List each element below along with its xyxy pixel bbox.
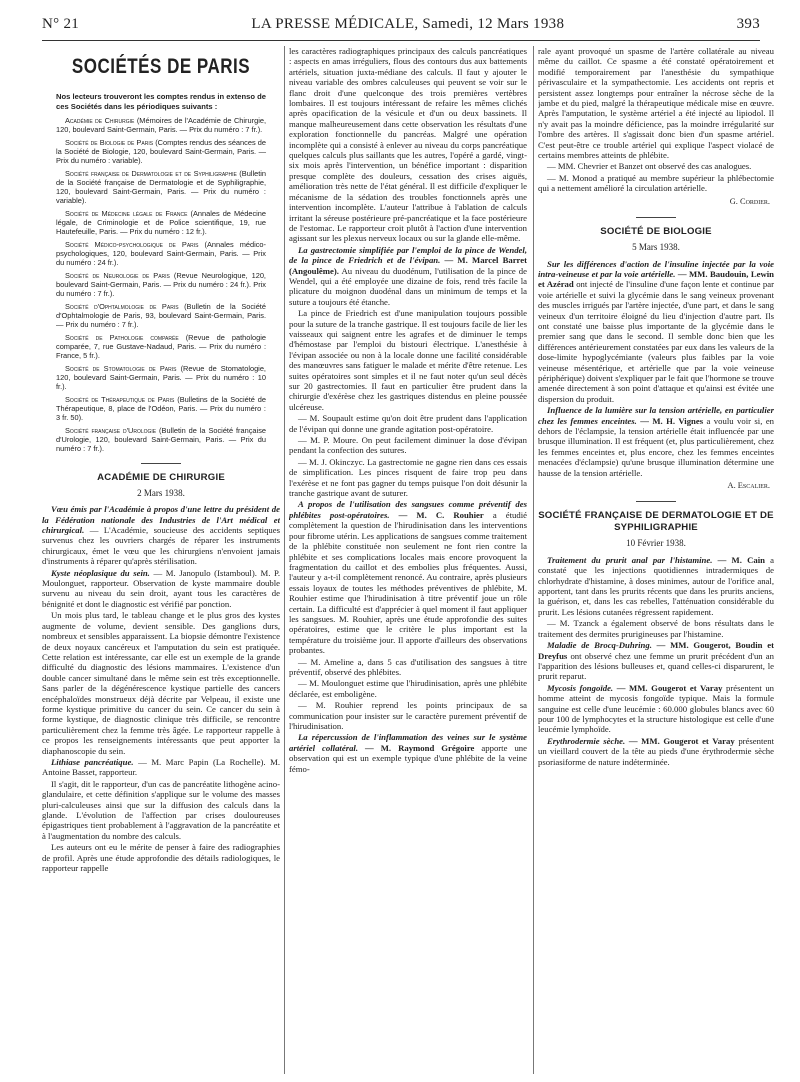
article-text: a étudié complètement la question de l'hirudinisation dans les interventions pour fibrome utérin. Les applications de sangsues comme traitement de la phlébite constituée non seulement ne font rien contre la phlébite et ses complications locales mais encore provoquent la fragmentation du caillot et des embolies plus fréquentes. Aussi, l'auteur y a-t-il complètement renoncé. Au contraire, après plusieurs essais loyaux de toutes les méthodes préventives de phlébite, M. Rouhier estime que l'hirudinisation à titre préventif joue un rôle certain. La difficulté est d'apprécier à quel moment il faut appliquer les sangsues. M. Rouhier, après une étude approfondie des suites opératoires, estime que le critère le plus important est la température du troisième jour. Il apporte d'ailleurs des observations probantes. — [289, 509, 527, 656]
society-entry — [56, 395, 266, 422]
article-author: — MM. Gougerot, Boudin et Dreyfus — [538, 640, 774, 661]
article-text: présentent un vieillard couvert de la tête au pieds d'une érythrodermie sèche psoriasiforme de nature indéterminée. — [538, 735, 774, 767]
main-title: SOCIÉTÉS DE PARIS — [71, 54, 251, 79]
society-entry — [56, 116, 266, 134]
article-title: Traitement du prurit anal par l'histamine. — [547, 554, 713, 565]
signature: A. Escalier. — [727, 481, 770, 491]
article-text: a constaté que les injections quotidiennes intradermiques de chlorhydrate d'histamine, à doses minimes, autour de l'orifice anal, apportent, tant dans les prurits récents que dans les prurits anciens, la guérison, et, dans les cas rebelles, l'atténuation considérable du prurit. Les lésions cutanées régressent rapidement. — [538, 554, 774, 617]
article-title: Maladie de Brocq-Duhring. — [547, 640, 652, 651]
column-2 — [289, 46, 527, 1074]
journal-title: LA PRESSE MÉDICALE, Samedi, 12 Mars 1938 — [251, 16, 565, 32]
society-entry — [56, 271, 266, 298]
column-1 — [42, 46, 280, 1074]
signature: G. Cordier. — [729, 196, 770, 206]
column-divider — [284, 46, 285, 1074]
society-detail: (Revue de Stomatologie, 120, boulevard Saint-Germain, Paris. — Prix du numéro : 10 fr.). — [56, 363, 266, 391]
society-entry — [56, 333, 266, 360]
article-text: Un mois plus tard, le tableau change et le plus gros des kystes augmente de volume, devient sensible. Des ganglions durs, nombreux et sensibles apparaissent. La biopsie démontre l'existence de deux noyaux cancéreux et l'amputation du sein est pratiquée. Cette relation est intéressante, car elle est un exemple de la grande difficulté du diagnostic des lésions mammaires. L'existence d'un double cancer simultané dans le même sein est très exceptionnelle. Sans parler de la dégénérescence kystique partielle des cancers encéphaloïdes monstrueux déjà décrite par Velpeau, il existe une forme kystique primitive du cancer du sein. Ce cancer du sein à forme kystique, de diagnostic clinique très difficile, se rencontre particulièrement chez la femme très âgée. Le rapporteur rappelle à ce propos les renseignements intéressants que peut apporter la diaphanoscopie du sein. — [42, 610, 280, 756]
section-title: SOCIÉTÉ DE BIOLOGIE — [600, 226, 712, 238]
society-detail: (Revue de pathologie comparée, 7, rue Gustave-Nadaud, Paris. — Prix du numéro : France, 5 fr.). — [56, 332, 266, 360]
article-text: Les auteurs ont eu le mérite de penser à faire des radiographies de profil. Après une étude approfondie des détails radiologiques, le rapporteur rappelle — [42, 842, 280, 874]
intro-text: Nos lecteurs trouveront les comptes rendus in extenso de ces Sociétés dans les périodiques suivants : — [56, 92, 266, 111]
society-name: Société de Stomatologie de Paris — [65, 363, 177, 373]
society-name: Société française de Dermatologie et de Syphiligraphie — [65, 168, 237, 178]
article-author: — MM. Gougerot et Varay — [616, 682, 723, 693]
section-title: SOCIÉTÉ FRANÇAISE DE DERMATOLOGIE ET DE SYPHILIGRAPHIE — [538, 510, 774, 534]
society-entry — [56, 169, 266, 205]
discussion-text: — MM. Chevrier et Banzet ont observé des cas analogues. — [547, 161, 752, 172]
article-author: — M. Raymond Grégoire — [365, 742, 475, 753]
discussion-text: — M. J. Okinczyc. La gastrectomie ne gagne rien dans ces essais de simplification. Les pinces risquent de faire trop peu dans l'exérèse et ne font pas gagner du temps puisque l'on doit désunir la tranche gastrique avant de suturer. — [289, 456, 527, 499]
discussion-text: — M. Tzanck a également observé de bons résultats dans le traitement des dermites prurigineuses par l'histamine. — [538, 618, 774, 639]
society-name: Société française d'Urologie — [65, 425, 157, 435]
section-title: ACADÉMIE DE CHIRURGIE — [97, 471, 225, 483]
article-title: Kyste néoplasique du sein. — [51, 567, 150, 578]
society-name: Société Médico-psychologique de Paris — [65, 239, 199, 249]
society-name: Société de Thérapeutique de Paris — [65, 394, 175, 404]
article-title: Erythrodermie sèche. — [547, 735, 626, 746]
article-text: rale ayant provoqué un spasme de l'artère collatérale au niveau même du caillot. Ce spasme a été constaté opératoirement et modifié temporairement par l'anesthésie du sympathique périvasculaire et la sympathectomie. Les accidents ont repris et persistent assez longtemps pour entraîner la nécrose sèche de la jambe et du pied, malgré la thérapeutique médicale mise en œuvre. Après l'amputation, le système artériel a été injecté au lipiodol. Il n'y avait pas la moindre déficience, pas la moindre irrégularité sur l'ombre des artères. Il s'agissait donc bien d'un spasme artériel. C'est peut-être ce trouble artériel qui explique l'aspect violacé de certains membres atteints de phlébite. — [538, 46, 774, 161]
article-title: La gastrectomie simplifiée par l'emploi de la pince de Wendel, de la pince de Friedrich et de l'évipan. — [289, 244, 527, 266]
article-author: — M. Marc Papin (La Rochelle). M. Antoine Basset, rapporteur. — [42, 756, 280, 778]
society-detail: (Annales de Médecine légale, de Criminologie et de Police scientifique, 19, rue Hautefeuille, Paris. — Prix du numéro : 12 fr.). — [56, 208, 266, 236]
column-divider — [533, 46, 534, 1074]
article-author: — MM. Gougerot et Varay — [628, 735, 735, 746]
article-text: — L'Académie, soucieuse des accidents septiques survenus chez les ouvriers chargés de réparer les instruments chirurgicaux, émet le vœu que les chirurgiens n'envoient jamais d'instruments à réparer qu'après stérilisation. — [42, 525, 280, 567]
article-title: A propos de l'utilisation des sangsues comme préventif des phlébites post-opératoires. — [289, 499, 527, 520]
society-entry — [56, 240, 266, 267]
discussion-text: — M. Moulonguet estime que l'hirudinisation, après une phlébite déclarée, est emboligène. — [289, 678, 527, 699]
article-text: La pince de Friedrich est d'une manipulation toujours possible pour la suture de la tranche gastrique. Il est toujours facile de lier les vaisseaux qui saignent entre les agrafes et de diminuer le temps d'hémostase par l'emploi du bistouri électrique. L'anesthésie à l'évipan associée ou non à la locale donne une facilité considérable des manœuvres sans fatiguer le malade et mérite d'être retenue. Les suites opératoires sont simples et il ne faut noter qu'un seul décès sur 20 gastrectomies. Il faut en particulier être prudent dans la chirurgie d'exérèse chez les gastriques distendus en pleine poussée ulcéreuse. — [289, 308, 527, 412]
society-entry — [56, 138, 266, 165]
article-title: Sur les différences d'action de l'insuline injectée par la voie intra-veineuse et par la voie artérielle. — [538, 258, 774, 279]
article-text: Au niveau du duodénum, l'utilisation de la pince de Wendel, qui a été employée une dizaine de fois, rend très facile la plicature du moignon duodénal dans un minimum de temps et la suture a toujours été étanche. — [289, 265, 527, 307]
society-name: Société de Biologie de Paris — [65, 137, 154, 147]
article-title: Vœu émis par l'Académie à propos d'une lettre du président de la Fédération nationale des Industries de l'Art médical et chirurgical. — [42, 504, 280, 536]
society-entry — [56, 209, 266, 236]
society-entry — [56, 426, 266, 453]
discussion-text: — M. Soupault estime qu'on doit être prudent dans l'application de l'évipan qui donne une grande agitation post-opératoire. — [289, 413, 527, 434]
article-author: — M. H. Vignes — [640, 415, 704, 426]
article-text: apporte une observation qui est un exemple typique d'une phlébite de la veine fémo- — [289, 742, 527, 774]
discussion-text: — M. Ameline a, dans 5 cas d'utilisation des sangsues à titre préventif, observé des phlébites. — [289, 656, 527, 677]
section-date: 5 Mars 1938. — [632, 242, 680, 253]
discussion-text: — M. P. Moure. On peut facilement diminuer la dose d'évipan pendant la confection des sutures. — [289, 435, 527, 456]
society-entry — [56, 364, 266, 391]
society-detail: (Bulletins de la Société de Thérapeutique, 8, place de l'Odéon, Paris. — Prix du numéro : 3 fr. 50). — [56, 394, 266, 422]
page-header — [42, 16, 760, 38]
discussion-text: — M. Rouhier reprend les points principaux de sa communication pour insister sur le caractère purement préventif de l'hirudinisation. — [289, 700, 527, 731]
separator — [141, 463, 181, 464]
society-list — [42, 116, 280, 453]
article-text: ont injecté de l'insuline d'une façon lente et continue par voie artérielle et suivi la glycémie dans le sang veineux provenant des muscles irrigués par l'artère injectée, d'une part, et dans le sang veineux d'un territoire éloigné du lieu d'injection d'autre part. Ils ont constaté une baisse plus importante de la glycémie dans le premier sang que dans le second. Il semble donc bien que les différences antérieurement constatées par eux dans les valeurs de la dose-limite hypoglycémiante (valeurs plus faibles par la voie veineuse mésentérique, et artérielle que par la voie veineuse périphérique) doivent s'expliquer par le fait que l'hormone se trouve amenée directement à son point d'attaque et qu'ainsi est évitée une dispersion du produit. — [538, 279, 774, 404]
article-author: — MM. Baudouin, Lewin et Azérad — [538, 268, 774, 290]
society-detail: (Comptes rendus des séances de la Société de Biologie, 120, boulevard Saint-Germain, Paris. — Prix du numéro : variable). — [56, 137, 266, 165]
separator — [636, 501, 676, 502]
section-date: 10 Février 1938. — [626, 538, 686, 549]
article-text: Il s'agit, dit le rapporteur, d'un cas de pancréatite lithogène acino-glandulaire, et cette définition s'applique sur le volume des masses pluri-calculeuses ainsi que sur la diffusion des calculs dans la glande. L'évolution de l'affection par crises douloureuses épigastriques tient probablement à l'aggravation de la pancréatite et à l'augmentation du nombre des calculs. — [42, 778, 280, 841]
article-title: Mycosis fongoïde. — [547, 682, 614, 693]
society-detail: (Bulletin de la Société d'Ophtalmologie de Paris, 93, boulevard Saint-Germain, Paris. — Prix du numéro : 7 fr.). — [56, 301, 266, 329]
discussion-text: — M. Monod a pratiqué au membre supérieur la phlébectomie qui a nettement amélioré la circulation artérielle. — [538, 172, 774, 194]
society-name: Société d'Ophtalmologie de Paris — [65, 301, 179, 311]
article-author: — M. Cain — [717, 554, 765, 565]
society-name: Académie de Chirurgie — [65, 115, 135, 125]
society-detail: (Bulletin de la Société française de Dermatologie et de Syphiligraphie, 120, boulevard Saint-Germain, Paris. — Prix du numéro : variable). — [56, 168, 266, 205]
article-author: — M. Janopulo (Istamboul). M. P. Moulonguet, rapporteur. — [42, 567, 280, 589]
section-date: 2 Mars 1938. — [137, 487, 185, 498]
society-detail: (Mémoires de l'Académie de Chirurgie, 120, boulevard Saint-Germain, Paris. — Prix du numéro : 7 fr.). — [56, 115, 267, 134]
society-detail: (Revue Neurologique, 120, boulevard Saint-Germain, Paris. — Prix du numéro : 24 fr.). Prix du numéro : 7 fr.). — [56, 270, 266, 298]
society-name: Société de Neurologie de Paris — [65, 270, 170, 280]
separator — [636, 217, 676, 218]
society-detail: (Bulletin de la Société française d'Urologie, 120, boulevard Saint-Germain, Paris. — Prix du numéro : 7 fr.). — [56, 425, 266, 453]
page-number: 393 — [736, 16, 760, 32]
society-detail: (Annales médico-psychologiques, 120, boulevard Saint-Germain, Paris. — Prix du numéro : 24 fr.). — [56, 239, 267, 267]
article-author: — M. Marcel Barret (Angoulême). — [289, 255, 527, 276]
society-name: Société de Pathologie comparée — [65, 332, 179, 342]
article-title: Lithiase pancréatique. — [51, 756, 134, 767]
society-name: Société de Médecine légale de France — [65, 208, 188, 218]
article-text: a voulu voir si, en dehors de l'éclampsie, la tension artérielle était influencée par une brusque illumination. Il est fréquent (et, plus particulièrement, chez les femmes enceintes et, plus encore, chez les femmes enceintes menacées d'éclampsie) qu'une brusque illumination détermine une hausse de la tension artérielle. — [538, 415, 774, 478]
society-entry — [56, 302, 266, 329]
article-title: Influence de la lumière sur la tension artérielle, en particulier chez les femmes enceintes. — [538, 405, 774, 426]
article-author: — M. C. Rouhier — [398, 509, 484, 520]
article-text: les caractères radiographiques principaux des calculs pancréatiques : aspects en amas irréguliers, flous des contours dus aux battements artériels, situation juxta-médiane des calculs. Il faut y ajouter le niveau variable des ombres calculeuses qui peuvent se voir sur le flanc droit d'une quelconque des trois premières vertèbres lombaires. Il est toujours intéressant de refaire les mêmes clichés après opacification de la vésicule et d'un ou deux bassinets. Il manque malheureusement dans cette observation les résultats d'une exploration fonctionnelle du pancréas. Malgré une opération incomplète qui a consisté à enlever au niveau du corps pancréatique quelques calculs plus saillants que les autres, l'opéré a gardé, vingt-six mois après l'intervention, un bénéfice important : disparition presque complète des douleurs, cessation des crises aiguës, amélioration très nette de l'état général. Il est difficile d'expliquer le mécanisme de la sédation des troubles fonctionnels après une intervention incomplète. L'auteur l'attribue à l'ablation de calculs irritant la séreuse postérieure pré-pancréatique et la face postérieure de l'estomac. Le rapporteur croit plutôt à l'action d'une intervention agissant sur les plexus nerveux locaux ou sur la glande elle-même. — [289, 46, 527, 244]
article-text: ont observé chez une femme un prurit précédent d'un an l'apparition des lésions bulleuses et, quand celles-ci disparurent, le prurit reparut. — [538, 650, 774, 682]
article-text: présentent un homme atteint de mycosis fongoïde typique. Mais la formule sanguine est celle d'une leucémie : 60.000 globules blancs avec 60 pour 100 de lymphocytes et la structure histologique est celle d'une leucémie lymphoïde. — [538, 682, 774, 735]
header-rule — [42, 40, 760, 41]
issue-number: N° 21 — [42, 16, 80, 32]
article-text: Observation de kyste mammaire double survenu au niveau du sein droit, ayant tous les caractères de bénignité et dont le diagnostic est vérifié par ponction. — [42, 578, 280, 609]
column-3 — [538, 46, 774, 1074]
article-title: La répercussion de l'inflammation des veines sur le système artériel collatéral. — [289, 732, 527, 753]
